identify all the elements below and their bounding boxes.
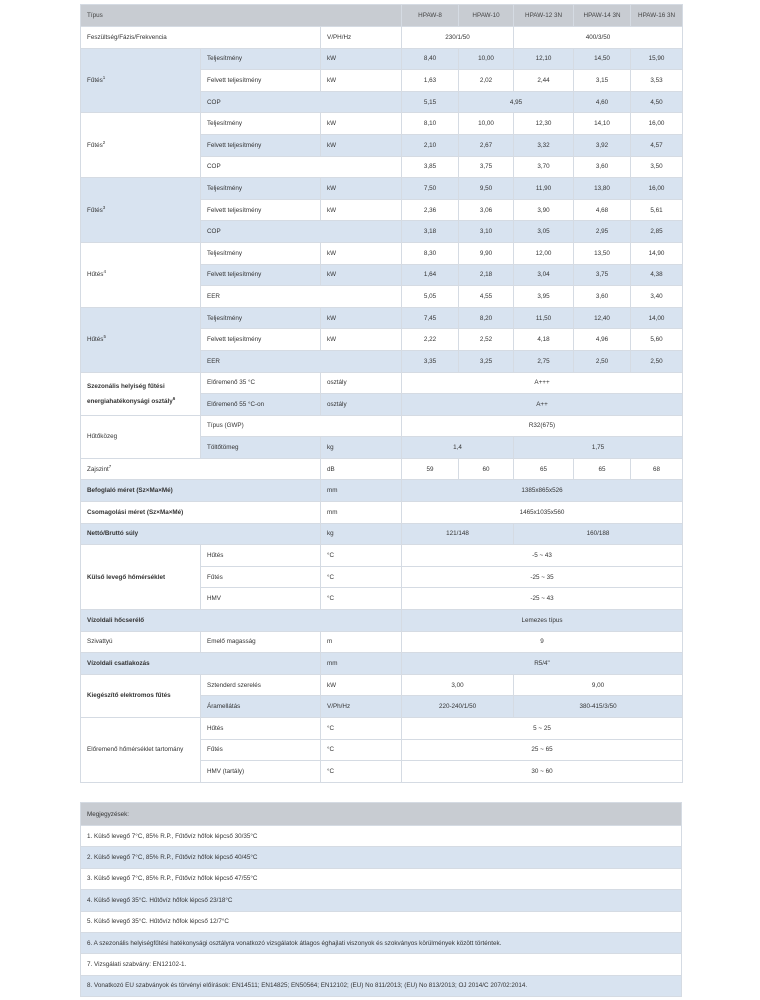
cell: R32(675) <box>402 415 683 437</box>
cell: 4,68 <box>574 199 631 221</box>
supply-v1: 230/1/50 <box>402 27 514 49</box>
seasonal-row-35 <box>81 372 683 394</box>
row-label: Előremenő 55 °C-on <box>201 394 321 416</box>
row-label: Előremenő 35 °C <box>201 372 321 394</box>
row-unit: osztály <box>321 372 402 394</box>
row-unit: kW <box>321 307 402 329</box>
cell: 8,10 <box>402 113 459 135</box>
cell: 5,05 <box>402 286 459 308</box>
cell: 14,10 <box>574 113 631 135</box>
cell: 2,36 <box>402 199 459 221</box>
cell: 8,30 <box>402 242 459 264</box>
cell: 12,10 <box>514 48 574 70</box>
dims-row <box>81 480 683 502</box>
heat2-label: Fűtés$^2$ <box>81 113 201 178</box>
cell: 15,90 <box>631 48 683 70</box>
cell: 3,92 <box>574 134 631 156</box>
cell: 1,75 <box>514 437 683 459</box>
heat1-label: Fűtés$^1$ <box>81 48 201 113</box>
cell: 7,45 <box>402 307 459 329</box>
row-label: Hűtés <box>201 718 321 740</box>
row-label: Felvett teljesítmény <box>201 134 321 156</box>
row-unit: °C <box>321 588 402 610</box>
flow-label: Előremenő hőmérséklet tartomány <box>81 718 201 783</box>
cell: 4,50 <box>631 91 683 113</box>
cell: 5,61 <box>631 199 683 221</box>
cell: 1,63 <box>402 70 459 92</box>
cell: 2,75 <box>514 350 574 372</box>
cell: 2,52 <box>459 329 514 351</box>
cell: 14,90 <box>631 242 683 264</box>
note-row <box>81 868 682 889</box>
cell: 1,4 <box>402 437 514 459</box>
cell: 3,70 <box>514 156 574 178</box>
note-text: 5. Külső levegő 35°C. Hűtővíz hőfok lépcső 12/7°C <box>81 911 682 932</box>
hex-row <box>81 610 683 632</box>
cell: 14,50 <box>574 48 631 70</box>
cell: 14,00 <box>631 307 683 329</box>
row-unit: kW <box>321 674 402 696</box>
supply-unit: V/PH/Hz <box>321 27 402 49</box>
row-unit: °C <box>321 718 402 740</box>
note-row <box>81 932 682 953</box>
row-unit: kW <box>321 134 402 156</box>
cell: 7,50 <box>402 178 459 200</box>
cell: 30 ~ 60 <box>402 761 683 783</box>
pack-row <box>81 502 683 524</box>
cell: 8,40 <box>402 48 459 70</box>
notes-header-row <box>81 803 682 826</box>
cell: 5,60 <box>631 329 683 351</box>
supply-label: Feszültség/Fázis/Frekvencia <box>81 27 321 49</box>
row-label: Vízoldali hőcserélő <box>81 610 402 632</box>
row-label: Típus (GWP) <box>201 415 402 437</box>
cell: 4,18 <box>514 329 574 351</box>
row-unit: dB <box>321 458 402 480</box>
cell: 3,53 <box>631 70 683 92</box>
cell: 68 <box>631 458 683 480</box>
row-unit: mm <box>321 480 402 502</box>
cell: 9,00 <box>514 674 683 696</box>
row-label: COP <box>201 156 402 178</box>
pump-row <box>81 631 683 653</box>
cell: 3,05 <box>514 221 574 243</box>
row-unit: kW <box>321 113 402 135</box>
cell: 3,06 <box>459 199 514 221</box>
cell: 5 ~ 25 <box>402 718 683 740</box>
cell: 2,44 <box>514 70 574 92</box>
cell: A+++ <box>402 372 683 394</box>
cell: Lemezes típus <box>402 610 683 632</box>
cell: 121/148 <box>402 523 514 545</box>
water-conn-row <box>81 653 683 675</box>
row-unit: °C <box>321 566 402 588</box>
supply-row <box>81 27 683 49</box>
row-unit: mm <box>321 653 402 675</box>
cell: 13,50 <box>574 242 631 264</box>
note-text: 7. Vizsgálati szabvány: EN12102-1. <box>81 954 682 975</box>
note-row <box>81 954 682 975</box>
cell: 60 <box>459 458 514 480</box>
cell: 16,00 <box>631 113 683 135</box>
cell: 5,15 <box>402 91 459 113</box>
cell: 2,18 <box>459 264 514 286</box>
cell: 3,50 <box>631 156 683 178</box>
cell: 1465x1035x560 <box>402 502 683 524</box>
cell: 220-240/1/50 <box>402 696 514 718</box>
cell: 12,30 <box>514 113 574 135</box>
cell: 380-415/3/50 <box>514 696 683 718</box>
note-text: 4. Külső levegő 35°C. Hűtővíz hőfok lépcső 23/18°C <box>81 890 682 911</box>
cell: 16,00 <box>631 178 683 200</box>
header-row <box>81 5 683 27</box>
cell: -25 ~ 35 <box>402 566 683 588</box>
cell: 2,67 <box>459 134 514 156</box>
row-unit: mm <box>321 502 402 524</box>
type-label: Típus <box>81 5 402 27</box>
noise-label: Zajszint$^7$ <box>81 458 321 480</box>
cool4-row-capacity <box>81 242 683 264</box>
row-label: COP <box>201 221 402 243</box>
outdoor-label: Külső levegő hőmérséklet <box>81 545 201 610</box>
cell: 3,40 <box>631 286 683 308</box>
cell: -5 ~ 43 <box>402 545 683 567</box>
note-text: 8. Vonatkozó EU szabványok és törvényi előírások: EN14511; EN14825; EN50564; EN12102; (EU) No 811/2013; (EU) No 813/2013; OJ 2014/C 207/02:2014. <box>81 975 682 996</box>
row-label: EER <box>201 286 402 308</box>
row-label: Felvett teljesítmény <box>201 264 321 286</box>
cell: 2,02 <box>459 70 514 92</box>
cell: 4,57 <box>631 134 683 156</box>
row-label: HMV <box>201 588 321 610</box>
cell: 12,00 <box>514 242 574 264</box>
row-unit: kW <box>321 70 402 92</box>
cell: 25 ~ 65 <box>402 739 683 761</box>
row-sublabel: Emelő magasság <box>201 631 321 653</box>
row-unit: kW <box>321 329 402 351</box>
row-label: Teljesítmény <box>201 178 321 200</box>
row-label: Felvett teljesítmény <box>201 199 321 221</box>
cell: 2,85 <box>631 221 683 243</box>
model-1: HPAW-8 <box>402 5 459 27</box>
cell: 12,40 <box>574 307 631 329</box>
row-unit: °C <box>321 761 402 783</box>
cool5-label: Hűtés$^5$ <box>81 307 201 372</box>
cell: 3,32 <box>514 134 574 156</box>
backup-label: Kiegészítő elektromos fűtés <box>81 674 201 717</box>
weight-row <box>81 523 683 545</box>
model-2: HPAW-10 <box>459 5 514 27</box>
cell: 65 <box>514 458 574 480</box>
cell: 1,64 <box>402 264 459 286</box>
note-row <box>81 847 682 868</box>
cell: 4,38 <box>631 264 683 286</box>
notes-table <box>80 802 682 997</box>
row-label: Felvett teljesítmény <box>201 70 321 92</box>
cell: 4,96 <box>574 329 631 351</box>
cell: 9,90 <box>459 242 514 264</box>
row-label: Teljesítmény <box>201 242 321 264</box>
cell: A++ <box>402 394 683 416</box>
row-label: Fűtés <box>201 566 321 588</box>
cell: 3,90 <box>514 199 574 221</box>
backup-row-std <box>81 674 683 696</box>
row-label: Sztenderd szerelés <box>201 674 321 696</box>
flow-row-cool <box>81 718 683 740</box>
cell: 4,55 <box>459 286 514 308</box>
spec-table <box>80 4 683 783</box>
cool4-label: Hűtés$^4$ <box>81 242 201 307</box>
cell: 3,25 <box>459 350 514 372</box>
cell: 65 <box>574 458 631 480</box>
cell: 1385x865x526 <box>402 480 683 502</box>
cell: 3,60 <box>574 156 631 178</box>
note-row <box>81 826 682 847</box>
refrigerant-row-type <box>81 415 683 437</box>
seasonal-label: Szezonális helyiség fűtési energiahatékonysági osztály$^6$ <box>81 372 201 415</box>
row-unit: m <box>321 631 402 653</box>
cell: -25 ~ 43 <box>402 588 683 610</box>
cell: 2,50 <box>574 350 631 372</box>
cell: 3,35 <box>402 350 459 372</box>
cell: 3,10 <box>459 221 514 243</box>
row-label: Teljesítmény <box>201 307 321 329</box>
cell: 3,18 <box>402 221 459 243</box>
row-label: Csomagolási méret (Sz×Ma×Mé) <box>81 502 321 524</box>
cell: 4,95 <box>459 91 574 113</box>
cell: 10,00 <box>459 48 514 70</box>
row-unit: kW <box>321 264 402 286</box>
note-row <box>81 911 682 932</box>
cell: 3,95 <box>514 286 574 308</box>
cell: 9 <box>402 631 683 653</box>
cell: 4,60 <box>574 91 631 113</box>
cell: 11,90 <box>514 178 574 200</box>
cell: 2,22 <box>402 329 459 351</box>
cell: 10,00 <box>459 113 514 135</box>
row-label: Teljesítmény <box>201 113 321 135</box>
row-unit: kW <box>321 199 402 221</box>
note-text: 6. A szezonális helyiségfűtési hatékonysági osztályra vonatkozó vizsgálatok átlagos éghajlati viszonyok és szokványos körülmények között történtek. <box>81 932 682 953</box>
heat2-row-capacity <box>81 113 683 135</box>
row-label: HMV (tartály) <box>201 761 321 783</box>
model-4: HPAW-14 3N <box>574 5 631 27</box>
cell: 2,95 <box>574 221 631 243</box>
cell: 3,04 <box>514 264 574 286</box>
row-label: Áramellátás <box>201 696 321 718</box>
supply-v2: 400/3/50 <box>514 27 683 49</box>
cell: 59 <box>402 458 459 480</box>
cell: 3,15 <box>574 70 631 92</box>
row-label: Vízoldali csatlakozás <box>81 653 321 675</box>
note-row <box>81 975 682 996</box>
row-label: Felvett teljesítmény <box>201 329 321 351</box>
refrigerant-label: Hűtőközeg <box>81 415 201 458</box>
row-label: Hűtés <box>201 545 321 567</box>
cell: 3,00 <box>402 674 514 696</box>
row-unit: kW <box>321 48 402 70</box>
noise-row <box>81 458 683 480</box>
row-label: EER <box>201 350 402 372</box>
cell: 3,75 <box>574 264 631 286</box>
row-unit: kW <box>321 242 402 264</box>
row-label: COP <box>201 91 402 113</box>
cell: 9,50 <box>459 178 514 200</box>
row-unit: kW <box>321 178 402 200</box>
cell: 11,50 <box>514 307 574 329</box>
row-label: Fűtés <box>201 739 321 761</box>
cell: 3,85 <box>402 156 459 178</box>
outdoor-row-cool <box>81 545 683 567</box>
row-label: Töltőtömeg <box>201 437 321 459</box>
cool5-row-capacity <box>81 307 683 329</box>
cell: 3,60 <box>574 286 631 308</box>
cell: 2,10 <box>402 134 459 156</box>
cell: 2,50 <box>631 350 683 372</box>
cell: 3,75 <box>459 156 514 178</box>
row-unit: kg <box>321 437 402 459</box>
heat3-row-capacity <box>81 178 683 200</box>
cell: 160/188 <box>514 523 683 545</box>
row-unit: °C <box>321 739 402 761</box>
heat3-label: Fűtés$^3$ <box>81 178 201 243</box>
model-5: HPAW-16 3N <box>631 5 683 27</box>
note-text: 1. Külső levegő 7°C, 85% R.P., Fűtővíz hőfok lépcső 30/35°C <box>81 826 682 847</box>
row-label: Szivattyú <box>81 631 201 653</box>
row-unit: kg <box>321 523 402 545</box>
note-text: 3. Külső levegő 7°C, 85% R.P., Fűtővíz hőfok lépcső 47/55°C <box>81 868 682 889</box>
notes-title: Megjegyzések: <box>81 803 682 826</box>
model-3: HPAW-12 3N <box>514 5 574 27</box>
row-unit: °C <box>321 545 402 567</box>
heat1-row-capacity <box>81 48 683 70</box>
row-label: Nettó/Bruttó súly <box>81 523 321 545</box>
note-row <box>81 890 682 911</box>
cell: 8,20 <box>459 307 514 329</box>
note-text: 2. Külső levegő 7°C, 85% R.P., Fűtővíz hőfok lépcső 40/45°C <box>81 847 682 868</box>
row-unit: V/Ph/Hz <box>321 696 402 718</box>
row-unit: osztály <box>321 394 402 416</box>
row-label: Teljesítmény <box>201 48 321 70</box>
cell: R5/4" <box>402 653 683 675</box>
cell: 13,80 <box>574 178 631 200</box>
row-label: Befoglaló méret (Sz×Ma×Mé) <box>81 480 321 502</box>
